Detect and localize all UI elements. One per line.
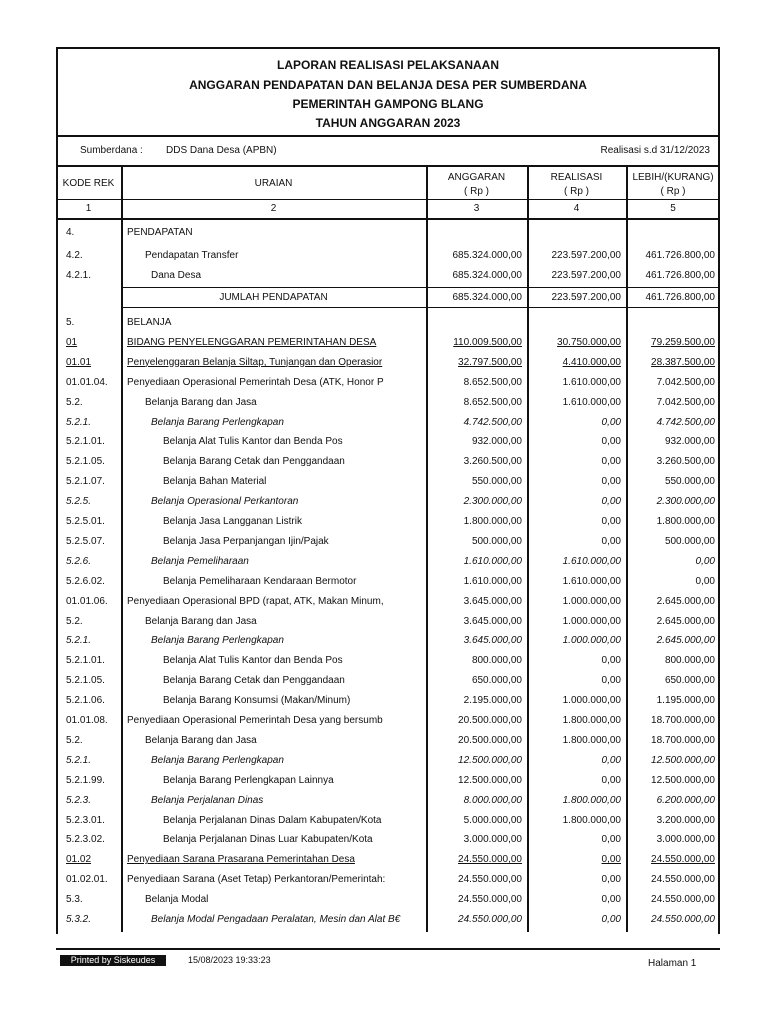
uraian: Penyelenggaran Belanja Siltap, Tunjangan dan Operasior <box>127 356 383 368</box>
kode-rek: 5.2. <box>66 396 83 408</box>
column-divider <box>121 165 123 932</box>
lebih-kurang: 550.000,00 <box>664 476 715 488</box>
anggaran: 8.652.500,00 <box>463 376 522 388</box>
uraian: Belanja Operasional Perkantoran <box>151 496 299 508</box>
column-header-unit: ( Rp ) <box>660 186 686 197</box>
lebih-kurang: 7.042.500,00 <box>656 396 715 408</box>
kode-rek: 5.3. <box>66 894 83 906</box>
lebih-kurang: 2.300.000,00 <box>656 496 715 508</box>
realisasi: 1.610.000,00 <box>562 575 621 587</box>
uraian: BELANJA <box>127 317 172 328</box>
column-number: 2 <box>270 203 277 214</box>
realisasi: 1.800.000,00 <box>562 734 621 746</box>
column-header: KODE REK <box>62 178 115 189</box>
lebih-kurang: 932.000,00 <box>664 436 715 448</box>
kode-rek: 5.2.1.01. <box>66 655 105 667</box>
print-timestamp: 15/08/2023 19:33:23 <box>188 955 271 965</box>
column-header: LEBIH/(KURANG) <box>632 172 714 183</box>
kode-rek: 5.2.1.05. <box>66 675 105 687</box>
realisasi: 1.000.000,00 <box>562 635 621 647</box>
lebih-kurang: 6.200.000,00 <box>656 794 715 806</box>
lebih-kurang: 79.259.500,00 <box>651 336 715 348</box>
realisasi: 0,00 <box>601 675 621 687</box>
anggaran: 1.800.000,00 <box>463 516 522 527</box>
kode-rek: 01.02 <box>66 854 92 866</box>
kode-rek: 5.2.5.01. <box>66 516 105 527</box>
realisasi: 1.800.000,00 <box>562 715 621 726</box>
column-number: 4 <box>573 203 580 214</box>
kode-rek: 5.2.3.02. <box>66 834 105 846</box>
column-number: 1 <box>85 203 92 214</box>
lebih-kurang: 3.200.000,00 <box>656 814 715 826</box>
kode-rek: 01.01 <box>66 356 92 368</box>
lebih-kurang: 2.645.000,00 <box>656 595 715 607</box>
lebih-kurang: 461.726.800,00 <box>645 250 715 261</box>
kode-rek: 01.01.08. <box>66 715 108 726</box>
printed-by: Printed by Siskeudes <box>60 955 166 966</box>
uraian: Belanja Barang Cetak dan Penggandaan <box>163 456 345 468</box>
page-number: Halaman 1 <box>648 958 697 969</box>
realisasi: 1.610.000,00 <box>562 396 621 408</box>
anggaran: 8.000.000,00 <box>463 794 522 806</box>
anggaran: 3.645.000,00 <box>463 615 522 627</box>
anggaran: 1.610.000,00 <box>463 575 522 587</box>
realisasi: 1.800.000,00 <box>562 794 621 806</box>
uraian: Belanja Barang Konsumsi (Makan/Minum) <box>163 695 351 707</box>
uraian: Belanja Barang Cetak dan Penggandaan <box>163 675 345 687</box>
kode-rek: 5.2. <box>66 734 83 746</box>
anggaran: 12.500.000,00 <box>458 774 522 786</box>
realisasi: 1.000.000,00 <box>562 695 621 707</box>
lebih-kurang: 2.645.000,00 <box>656 635 715 647</box>
uraian: Belanja Jasa Perpanjangan Ijin/Pajak <box>163 535 329 547</box>
kode-rek: 5.2.1.01. <box>66 436 105 448</box>
column-number: 3 <box>473 203 480 214</box>
anggaran: 8.652.500,00 <box>463 396 522 408</box>
lebih-kurang: 2.645.000,00 <box>656 615 715 627</box>
anggaran: 24.550.000,00 <box>458 854 522 866</box>
kode-rek: 5.3.2. <box>66 914 92 925</box>
kode-rek: 5.2.3. <box>66 794 92 806</box>
uraian: BIDANG PENYELENGGARAN PEMERINTAHAN DESA <box>127 336 377 348</box>
uraian: Belanja Pemeliharaan <box>151 555 249 567</box>
column-header: REALISASI <box>550 172 603 183</box>
realisasi: 0,00 <box>601 655 621 667</box>
lebih-kurang: 4.742.500,00 <box>656 416 715 428</box>
anggaran: 4.742.500,00 <box>463 416 522 428</box>
lebih-kurang: 500.000,00 <box>664 535 715 547</box>
uraian: Penyediaan Sarana Prasarana Pemerintahan Desa <box>127 854 355 866</box>
kode-rek: 5.2.1.07. <box>66 476 105 488</box>
realisasi: 223.597.200,00 <box>551 250 621 261</box>
lebih-kurang: 7.042.500,00 <box>656 376 715 388</box>
divider <box>56 218 720 220</box>
anggaran: 20.500.000,00 <box>458 734 522 746</box>
jumlah-anggaran: 685.324.000,00 <box>452 292 522 303</box>
realisasi: 0,00 <box>601 416 621 428</box>
kode-rek: 5.2.1.06. <box>66 695 105 707</box>
lebih-kurang: 0,00 <box>695 555 715 567</box>
uraian: Belanja Modal Pengadaan Peralatan, Mesin dan Alat B€ <box>151 914 401 925</box>
realisasi-date: Realisasi s.d 31/12/2023 <box>600 145 710 156</box>
anggaran: 24.550.000,00 <box>458 914 522 925</box>
report-title-2: ANGGARAN PENDAPATAN DAN BELANJA DESA PER SUMBERDANA <box>189 78 587 92</box>
report-title-1: LAPORAN REALISASI PELAKSANAAN <box>276 58 499 72</box>
jumlah-lebih-kurang: 461.726.800,00 <box>645 292 715 303</box>
lebih-kurang: 800.000,00 <box>664 655 715 667</box>
realisasi: 0,00 <box>601 436 621 448</box>
realisasi: 0,00 <box>601 476 621 488</box>
uraian: Belanja Barang Perlengkapan <box>151 635 284 647</box>
anggaran: 3.000.000,00 <box>463 834 522 846</box>
anggaran: 932.000,00 <box>471 436 522 448</box>
uraian: Belanja Barang dan Jasa <box>145 734 257 746</box>
realisasi: 0,00 <box>601 516 621 527</box>
realisasi: 4.410.000,00 <box>562 356 621 368</box>
uraian: Penyediaan Operasional BPD (rapat, ATK, Makan Minum, <box>127 595 384 607</box>
realisasi: 0,00 <box>601 894 621 906</box>
lebih-kurang: 1.800.000,00 <box>656 516 715 527</box>
divider <box>56 199 720 200</box>
anggaran: 1.610.000,00 <box>463 555 522 567</box>
lebih-kurang: 12.500.000,00 <box>651 754 715 766</box>
uraian: Pendapatan Transfer <box>145 250 239 261</box>
realisasi: 0,00 <box>601 754 621 766</box>
kode-rek: 5.2.3.01. <box>66 814 105 826</box>
uraian: Belanja Barang dan Jasa <box>145 396 257 408</box>
realisasi: 0,00 <box>601 496 621 508</box>
lebih-kurang: 0,00 <box>695 575 715 587</box>
anggaran: 20.500.000,00 <box>458 715 522 726</box>
anggaran: 800.000,00 <box>471 655 522 667</box>
kode-rek: 01 <box>66 336 78 348</box>
realisasi: 0,00 <box>601 774 621 786</box>
lebih-kurang: 461.726.800,00 <box>645 270 715 281</box>
lebih-kurang: 24.550.000,00 <box>651 894 715 906</box>
uraian: Belanja Perjalanan Dinas <box>151 794 264 806</box>
report-title-4: TAHUN ANGGARAN 2023 <box>315 116 461 130</box>
lebih-kurang: 18.700.000,00 <box>651 715 715 726</box>
anggaran: 24.550.000,00 <box>458 894 522 906</box>
lebih-kurang: 3.260.500,00 <box>656 456 715 468</box>
uraian: Belanja Barang dan Jasa <box>145 615 257 627</box>
kode-rek: 4. <box>66 227 75 238</box>
anggaran: 3.260.500,00 <box>463 456 522 468</box>
kode-rek: 01.01.06. <box>66 595 108 607</box>
lebih-kurang: 24.550.000,00 <box>651 854 715 866</box>
uraian: Belanja Barang Perlengkapan <box>151 754 284 766</box>
column-number: 5 <box>670 203 676 214</box>
kode-rek: 5.2.1.99. <box>66 774 105 786</box>
uraian: Belanja Bahan Material <box>163 476 267 488</box>
realisasi: 30.750.000,00 <box>557 336 621 348</box>
realisasi: 0,00 <box>601 854 621 866</box>
sumberdana-label: Sumberdana : <box>80 145 143 156</box>
lebih-kurang: 12.500.000,00 <box>651 774 715 786</box>
kode-rek: 5.2.1. <box>66 635 92 647</box>
sumberdana-value: DDS Dana Desa (APBN) <box>166 145 277 156</box>
uraian: Belanja Barang Perlengkapan <box>151 416 284 428</box>
uraian: Penyediaan Sarana (Aset Tetap) Perkantoran/Pemerintah: <box>127 874 386 886</box>
anggaran: 650.000,00 <box>471 675 522 687</box>
uraian: Belanja Barang Perlengkapan Lainnya <box>163 774 334 786</box>
lebih-kurang: 24.550.000,00 <box>651 914 715 925</box>
kode-rek: 5.2.6. <box>66 555 92 567</box>
lebih-kurang: 3.000.000,00 <box>656 834 715 846</box>
kode-rek: 5.2.6.02. <box>66 575 105 587</box>
uraian: Belanja Perjalanan Dinas Luar Kabupaten/Kota <box>163 834 373 846</box>
realisasi: 0,00 <box>601 834 621 846</box>
anggaran: 3.645.000,00 <box>463 595 522 607</box>
anggaran: 2.195.000,00 <box>463 695 522 707</box>
uraian: Belanja Modal <box>145 894 209 906</box>
realisasi: 0,00 <box>601 874 621 886</box>
uraian: Penyediaan Operasional Pemerintah Desa yang bersumb <box>127 715 383 726</box>
realisasi: 1.610.000,00 <box>562 555 621 567</box>
kode-rek: 5. <box>66 317 75 328</box>
kode-rek: 4.2. <box>66 250 83 261</box>
lebih-kurang: 28.387.500,00 <box>651 356 715 368</box>
anggaran: 685.324.000,00 <box>452 270 522 281</box>
realisasi: 1.000.000,00 <box>562 615 621 627</box>
realisasi: 1.800.000,00 <box>562 814 621 826</box>
uraian: Belanja Alat Tulis Kantor dan Benda Pos <box>163 655 343 667</box>
anggaran: 2.300.000,00 <box>463 496 522 508</box>
realisasi: 1.000.000,00 <box>562 595 621 607</box>
kode-rek: 4.2.1. <box>66 270 92 281</box>
kode-rek: 5.2.1. <box>66 416 92 428</box>
uraian: Penyediaan Operasional Pemerintah Desa (ATK, Honor P <box>127 376 384 388</box>
jumlah-pendapatan-label: JUMLAH PENDAPATAN <box>219 292 328 303</box>
realisasi: 1.610.000,00 <box>562 376 621 388</box>
anggaran: 32.797.500,00 <box>458 356 522 368</box>
lebih-kurang: 1.195.000,00 <box>656 695 715 707</box>
anggaran: 110.009.500,00 <box>453 336 522 348</box>
lebih-kurang: 24.550.000,00 <box>651 874 715 886</box>
column-header: ANGGARAN <box>447 172 506 183</box>
anggaran: 3.645.000,00 <box>463 635 522 647</box>
realisasi: 0,00 <box>601 535 621 547</box>
anggaran: 500.000,00 <box>471 535 522 547</box>
kode-rek: 5.2.5. <box>66 496 92 508</box>
uraian: Belanja Jasa Langganan Listrik <box>163 516 302 527</box>
kode-rek: 5.2.5.07. <box>66 535 105 547</box>
anggaran: 685.324.000,00 <box>452 250 522 261</box>
divider <box>121 307 720 308</box>
kode-rek: 01.01.04. <box>66 376 108 388</box>
anggaran: 12.500.000,00 <box>458 754 522 766</box>
realisasi: 223.597.200,00 <box>551 270 621 281</box>
column-header-unit: ( Rp ) <box>564 186 589 197</box>
footer-divider <box>56 948 720 950</box>
uraian: Belanja Alat Tulis Kantor dan Benda Pos <box>163 436 343 448</box>
uraian: PENDAPATAN <box>127 227 193 238</box>
column-header-unit: ( Rp ) <box>464 186 489 197</box>
jumlah-realisasi: 223.597.200,00 <box>551 292 621 303</box>
uraian: Dana Desa <box>151 270 202 281</box>
divider <box>56 165 720 167</box>
anggaran: 5.000.000,00 <box>463 814 522 826</box>
kode-rek: 5.2. <box>66 615 83 627</box>
realisasi: 0,00 <box>601 914 621 925</box>
divider <box>121 287 720 288</box>
column-header: URAIAN <box>254 178 293 189</box>
kode-rek: 5.2.1. <box>66 754 92 766</box>
lebih-kurang: 650.000,00 <box>664 675 715 687</box>
uraian: Belanja Pemeliharaan Kendaraan Bermotor <box>163 575 357 587</box>
anggaran: 550.000,00 <box>471 476 522 488</box>
uraian: Belanja Perjalanan Dinas Dalam Kabupaten/Kota <box>163 814 382 826</box>
lebih-kurang: 18.700.000,00 <box>651 734 715 746</box>
anggaran: 24.550.000,00 <box>458 874 522 886</box>
realisasi: 0,00 <box>601 456 621 468</box>
report-title-3: PEMERINTAH GAMPONG BLANG <box>292 97 484 111</box>
kode-rek: 01.02.01. <box>66 874 108 886</box>
divider <box>56 135 720 137</box>
kode-rek: 5.2.1.05. <box>66 456 105 468</box>
